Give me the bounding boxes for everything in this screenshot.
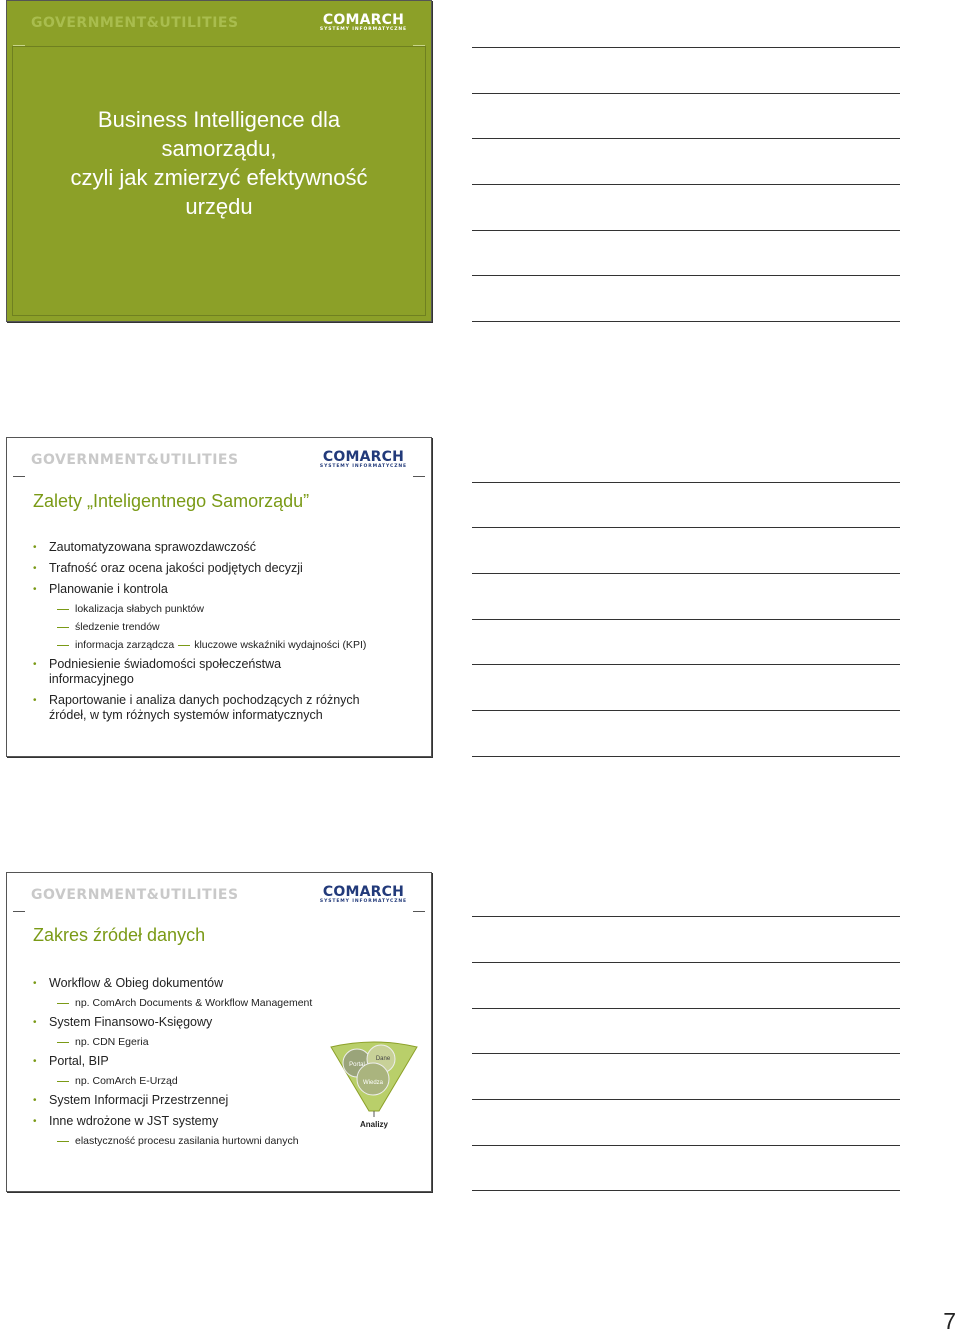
title-line: Business Intelligence dla [97,107,341,132]
note-line [472,527,900,528]
corner-mark [13,476,25,477]
note-line [472,230,900,231]
diagram-label: Analizy [359,1120,389,1129]
note-line [472,321,900,322]
note-line [472,275,900,276]
sub-list-item: śledzenie trendów [33,621,419,634]
note-line [472,619,900,620]
list-item: • System Informacji Przestrzennej [33,1093,419,1108]
logo-main: COMARCH [322,884,405,900]
page-number: 7 [943,1308,956,1334]
list-item: • System Finansowo-Księgowy [33,1015,419,1030]
corner-mark [413,476,425,477]
dash-separator [178,645,190,646]
sub-list-item: np. ComArch E-Urząd [33,1075,419,1088]
list-item: • Inne wdrożone w JST systemy [33,1114,419,1129]
sub-item-part: informacja zarządcza [75,639,175,651]
list-item: • Zautomatyzowana sprawozdawczość [33,540,419,555]
slide-title [27,105,411,221]
note-line [472,1099,900,1100]
note-line [472,962,900,963]
title-line: urzędu [185,194,253,219]
note-line [472,573,900,574]
list-item: • Raportowanie i analiza danych pochodzących z różnych źródeł, w tym różnych systemów informatycznych [33,693,419,723]
title-line: samorządu, [161,136,277,161]
logo-sub: SYSTEMY INFORMATYCZNE [319,464,407,469]
comarch-logo [320,450,407,470]
list-item: • Workflow & Obieg dokumentów [33,976,419,991]
title-slide [6,0,432,322]
sub-list-item: lokalizacja słabych punktów [33,603,419,616]
funnel-diagram [329,1041,419,1131]
note-line [472,1053,900,1054]
logo-sub: SYSTEMY INFORMATYCZNE [319,899,407,904]
circle-label: Wiedza [362,1080,384,1086]
brand-text: GOVERNMENT&UTILITIES [31,887,239,903]
corner-mark [13,911,25,912]
slide-title: Zakres źródeł danych [33,925,206,945]
brand-text: GOVERNMENT&UTILITIES [31,15,239,31]
list-item: • Podniesienie świadomości społeczeństwa informacyjnego [33,657,419,687]
bullet-list [33,540,419,729]
logo-sub: SYSTEMY INFORMATYCZNE [319,27,407,32]
note-line [472,1145,900,1146]
sub-list-item: np. CDN Egeria [33,1036,419,1049]
title-line: czyli jak zmierzyć efektywność [70,165,368,190]
sub-item-part: kluczowe wskaźniki wydajności (KPI) [194,639,367,651]
logo-main: COMARCH [322,449,405,465]
comarch-logo [320,885,407,905]
note-line [472,47,900,48]
data-sources-slide [6,872,432,1192]
circle-label: Dane [375,1056,391,1062]
sub-list-item [33,639,419,652]
note-line [472,664,900,665]
sub-list-item: np. ComArch Documents & Workflow Management [33,997,419,1010]
note-line [472,184,900,185]
note-line [472,1008,900,1009]
brand-text: GOVERNMENT&UTILITIES [31,452,239,468]
circle-label: Portal [349,1062,365,1068]
note-line [472,756,900,757]
note-line [472,482,900,483]
list-item: • Portal, BIP [33,1054,419,1069]
benefits-slide [6,437,432,757]
corner-mark [413,911,425,912]
note-line [472,93,900,94]
logo-main: COMARCH [322,12,405,28]
note-line [472,1190,900,1191]
list-item: • Trafność oraz ocena jakości podjętych decyzji [33,561,419,576]
list-item: • Planowanie i kontrola [33,582,419,597]
note-line [472,710,900,711]
note-line [472,916,900,917]
comarch-logo [320,13,407,33]
sub-list-item: elastyczność procesu zasilania hurtowni danych [33,1135,419,1148]
note-line [472,138,900,139]
slide-title: Zalety „Inteligentnego Samorządu” [33,491,310,511]
